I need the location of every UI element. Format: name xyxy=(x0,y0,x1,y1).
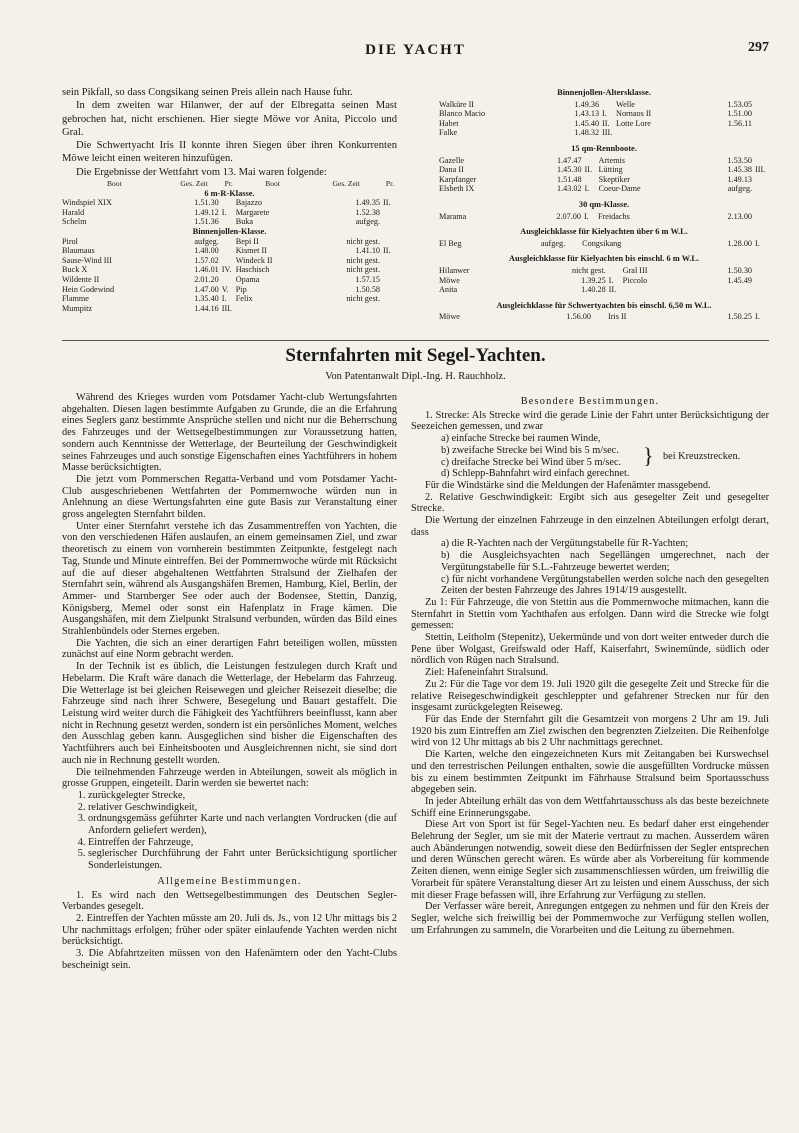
boat-name: Habet xyxy=(439,118,459,128)
prize: II. xyxy=(608,285,617,295)
prize xyxy=(755,184,769,194)
page-number: 297 xyxy=(748,40,769,55)
section-divider xyxy=(62,340,769,341)
boat-name xyxy=(616,128,694,138)
special-rule: 1. Strecke: Als Strecke wird die gerade Linie der Fahrt unter Berücksichtigung der Seezeichen gemessen, und zwar xyxy=(411,409,769,433)
prize xyxy=(755,128,769,138)
result-row xyxy=(439,312,769,322)
boat-name: Karpfanger xyxy=(439,174,477,184)
result-row xyxy=(439,239,769,249)
special-rule: Für das Ende der Sternfahrt gilt die Gesamtzeit von morgens 2 Uhr am 19. Juli 1920 bis zum Eintreffen am Ziel zwischen den begrenzten Zielzeiten. Die Reihenfolge wird von 12 Uhr mittags ab bis 2 Uhr nachmittags gerechnet. xyxy=(411,713,769,749)
class-heading-row xyxy=(62,189,397,199)
prize xyxy=(585,175,599,185)
special-rule: Die Karten, welche den eingezeichneten Kurs mit Zeitangaben bei Kurswechsel und den terrestrischen Peilungen enthalten, sowie die ausgefüllten Vordrucke müssen bis zu einem bestimmten Zeitpunkt im Fährhause Stralsund beim Sportausschuss abgegeben sein. xyxy=(411,749,769,796)
result-row xyxy=(439,184,769,194)
total-time: 1.50.30 xyxy=(727,265,752,275)
prize xyxy=(383,237,397,247)
boat-name: Blaumaus xyxy=(62,246,95,256)
prize xyxy=(383,275,397,285)
total-time: 1.56.11 xyxy=(727,118,752,128)
result-row xyxy=(62,275,397,285)
result-row xyxy=(62,294,397,304)
spacer xyxy=(439,248,769,252)
results-table xyxy=(439,100,769,138)
result-row xyxy=(439,119,769,129)
boat-name: Mumpitz xyxy=(62,303,93,313)
prize xyxy=(222,246,236,256)
route-rule-c: c) dreifache Strecke bei Wind über 5 m/sec. xyxy=(441,456,622,468)
boat-name: Gral III xyxy=(622,265,648,275)
prize xyxy=(755,266,769,276)
report-paragraph: In dem zweiten war Hilanwer, der auf der Elbregatta seinen Mast gebrochen hat, nicht erschienen. Hier siegte Möwe vor Anita, Piccolo und Gral. xyxy=(62,100,397,138)
special-rule: In jeder Abteilung erhält das von dem Wettfahrtausschuss als das beste bezeichnete Schiff eine Erinnerungsgabe. xyxy=(411,795,769,819)
boat-name: Artemis xyxy=(598,155,625,165)
total-time: nicht gest. xyxy=(572,265,606,275)
prize: I. xyxy=(602,109,607,119)
boat-name: Felix xyxy=(235,294,253,304)
prize: I. xyxy=(583,211,589,221)
boat-name xyxy=(623,285,686,295)
total-time xyxy=(309,304,383,314)
prize: II. xyxy=(383,198,391,208)
result-row xyxy=(439,156,769,166)
rating-criteria-list xyxy=(62,790,397,872)
result-row xyxy=(439,266,769,276)
total-time: 2.01.20 xyxy=(194,275,219,285)
boat-name: Haschisch xyxy=(235,265,270,275)
article-paragraph: Die Yachten, die sich an einer derartigen Fahrt beteiligen wollen, müssten zunächst auf eine Norm gebracht werden. xyxy=(62,637,397,661)
prize: IV. xyxy=(221,265,232,275)
prize xyxy=(609,266,623,276)
prize xyxy=(755,109,769,119)
result-row xyxy=(439,109,769,119)
results-column-header xyxy=(62,179,397,189)
total-time: 1.47.47 xyxy=(556,155,582,165)
rating-criterion: 1. zurückgelegter Strecke, xyxy=(88,790,397,802)
prize xyxy=(383,217,397,227)
result-row xyxy=(62,265,397,275)
total-time: nicht gest. xyxy=(346,236,380,246)
result-row xyxy=(439,100,769,110)
result-row xyxy=(439,212,769,222)
prize xyxy=(602,100,616,110)
article-paragraph: Die teilnehmenden Fahrzeuge werden in Abteilungen, soweit als möglich in grosse Gruppen, eingeteilt. Darin werden sie bewertet nach: xyxy=(62,766,397,790)
col-boat: Boot xyxy=(265,179,280,189)
route-rule-a: a) einfache Strecke bei raumen Winde, xyxy=(441,433,601,445)
prize: I. xyxy=(608,275,614,285)
boat-name: Wildente II xyxy=(62,275,100,285)
prize: I. xyxy=(221,294,227,304)
result-row xyxy=(62,208,397,218)
route-rule-b: b) zweifache Strecke bei Wind bis 5 m/sec. xyxy=(441,444,619,456)
result-row xyxy=(62,198,397,208)
prize xyxy=(222,275,236,285)
total-time: 1.39.25 xyxy=(581,275,606,285)
route-rule-d: d) Schlepp-Bahnfahrt wird einfach gerechnet. xyxy=(441,468,630,480)
total-time: nicht gest. xyxy=(346,265,380,275)
boat-name: Iris II xyxy=(607,312,627,322)
prize xyxy=(755,212,769,222)
prize: III. xyxy=(221,303,232,313)
boat-name: Opama xyxy=(235,275,260,285)
general-rule: 1. Es wird nach den Wettsegelbestimmungen des Deutschen Segler-Verbandes gesegelt. xyxy=(62,889,397,913)
class-heading: Ausgleichklasse für Schwertyachten bis einschl. 6,50 m W.L. xyxy=(496,300,712,310)
class-heading: Ausgleichklasse für Kielyachten bis einschl. 6 m W.L. xyxy=(508,254,700,264)
prize xyxy=(383,256,397,266)
results-table xyxy=(439,239,769,249)
total-time: 1.43.13 xyxy=(574,109,600,119)
total-time: 1.49.35 xyxy=(355,198,380,208)
running-head xyxy=(62,42,769,62)
total-time: 1.44.16 xyxy=(194,303,219,313)
boat-name: Buka xyxy=(235,217,254,227)
boat-name: Congsikang xyxy=(582,238,622,248)
total-time: aufgeg. xyxy=(194,236,219,246)
results-table xyxy=(439,212,769,222)
col-time: Ges. Zeit xyxy=(180,179,208,189)
total-time: 1.50.25 xyxy=(727,312,752,322)
prize xyxy=(222,217,236,227)
prize xyxy=(594,312,608,322)
boat-name: Hein Godewind xyxy=(62,284,115,294)
total-time: 1.51.00 xyxy=(727,109,752,119)
report-column xyxy=(62,86,397,313)
spacer xyxy=(439,138,769,142)
prize xyxy=(755,119,769,129)
prize xyxy=(755,276,769,286)
brace-symbol: } xyxy=(643,442,654,468)
boat-name: Freidachs xyxy=(597,211,630,221)
prize: III. xyxy=(755,165,766,175)
total-time xyxy=(685,285,755,295)
prize xyxy=(222,198,236,208)
prize xyxy=(568,239,582,249)
prize xyxy=(222,256,236,266)
boat-name: Windspiel XIX xyxy=(62,198,112,208)
total-time: 1.51.30 xyxy=(194,198,219,208)
boat-name: Flamme xyxy=(62,294,89,304)
result-row xyxy=(439,175,769,185)
prize: I. xyxy=(755,312,760,322)
special-rule: a) die R-Yachten nach der Vergütungstabelle für R-Yachten; xyxy=(441,538,689,550)
spacer xyxy=(439,221,769,225)
article-paragraph: Unter einer Sternfahrt verstehe ich das Zusammentreffen von Yachten, die von den verschiedenen Häfen auslaufen, an einem gemeinsamen Ziel, und zwar theoretisch zu einem von vornherein bestimmten Zeitpunkte, festgelegt nach Tag, Stunde und Minute eintreffen. Bei der Pommernwoche würde mit Rücksicht auf die auf dieser abgehaltenen Wettfahrten Stralsund der Zielhafen der Sternfahrt sein, während als Ausgangshäfen Bremen, Hamburg, Kiel, Berlin, der Ammer- und Starnberger See oder auch der Bodensee, Stettin, Danzig, Königsberg, Memel oder sonst ein Hafenplatz in Frage kämen. Die Ausgangshäfen, mit dem Zielpunkt Stralsund verbunden, würden das Bild eines Strahlenbündels oder Sternes ergeben. xyxy=(62,520,397,638)
rating-criterion: 3. ordnungsgemäss geführter Karte und nach verlangten Vordrucken (die auf Anfordern geliefert werden), xyxy=(88,813,397,836)
total-time: 1.49.36 xyxy=(574,99,600,109)
boat-name: Kismet II xyxy=(235,246,267,256)
prize: II. xyxy=(602,118,610,128)
total-time: 2.07.00 xyxy=(556,211,581,221)
results-table xyxy=(439,312,769,322)
total-time: 1.51.48 xyxy=(556,174,582,184)
prize: V. xyxy=(221,284,229,294)
class-heading: 6 m-R-Klasse. xyxy=(204,188,255,198)
article-column-left xyxy=(62,392,397,971)
result-row xyxy=(439,165,769,175)
results-column-right xyxy=(439,86,769,326)
special-rule: Zu 2: Für die Tage vor dem 19. Juli 1920 gilt die gesegelte Zeit und Strecke für die relative Reisegeschwindigkeit geschleppter und gefahrener Strecken nur für den insgesamt zurückgelegten Reiseweg. xyxy=(411,678,769,714)
boat-name: Lotte Lore xyxy=(616,118,651,128)
general-rule: 3. Die Abfahrtzeiten müssen von den Hafenämtern oder den Yacht-Clubs bescheinigt sein. xyxy=(62,948,397,971)
cross-course-group xyxy=(411,442,769,468)
running-title: DIE YACHT xyxy=(365,42,466,58)
boat-name: Walküre II xyxy=(439,99,475,109)
boat-name: Welle xyxy=(616,99,635,109)
class-heading: Binnenjollen-Altersklasse. xyxy=(557,88,651,97)
rating-criterion: 5. seglerischer Durchführung der Fahrt unter Berücksichtigung sportlicher Sonderleistungen. xyxy=(88,848,397,871)
total-time xyxy=(694,128,755,138)
boat-name: Buck X xyxy=(62,265,88,275)
boat-name: Skeptiker xyxy=(598,174,630,184)
total-time: 1.48.00 xyxy=(194,246,219,256)
boat-name: Pip xyxy=(235,284,247,294)
special-rule: c) für nicht vorhandene Vergütungstabellen werden solche nach den gesegelten Zeiten der besten Fahrzeuge des Jahres 1914/19 ausgestellt. xyxy=(441,573,769,597)
article-byline: Von Patentanwalt Dipl.-Ing. H. Rauchholz. xyxy=(325,371,506,382)
boat-name: Elsbeth IX xyxy=(439,184,475,194)
prize xyxy=(585,156,599,166)
prize xyxy=(222,237,236,247)
spacer xyxy=(439,322,769,326)
total-time: 1.57.02 xyxy=(194,255,219,265)
total-time: nicht gest. xyxy=(346,294,380,304)
prize xyxy=(383,285,397,295)
prize xyxy=(755,175,769,185)
total-time: 1.47.00 xyxy=(194,284,219,294)
boat-name: Dana II xyxy=(439,165,464,175)
total-time: 1.45.49 xyxy=(727,275,752,285)
general-rules-heading: Allgemeine Bestimmungen. xyxy=(157,875,302,887)
boat-name: Bepi II xyxy=(235,236,259,246)
result-row xyxy=(62,217,397,227)
article-title: Sternfahrten mit Segel-Yachten. xyxy=(285,345,546,366)
total-time: 1.28.00 xyxy=(727,238,752,248)
total-time: aufgeg. xyxy=(355,217,380,227)
class-heading: Binnenjollen-Klasse. xyxy=(192,227,267,237)
boat-name: Coeur-Dame xyxy=(598,184,641,194)
result-row xyxy=(439,285,769,295)
boat-name: Hilanwer xyxy=(439,265,470,275)
special-rules-heading: Besondere Bestimmungen. xyxy=(520,396,660,407)
col-time: Ges. Zeit xyxy=(332,179,360,189)
prize xyxy=(755,100,769,110)
prize: III. xyxy=(602,128,613,138)
total-time: 1.52.38 xyxy=(355,207,380,217)
total-time: 1.51.36 xyxy=(194,217,219,227)
prize xyxy=(755,285,769,295)
prize xyxy=(383,294,397,304)
special-rule: Die Wertung der einzelnen Fahrzeuge in den einzelnen Abteilungen erfolgt derart, dass xyxy=(411,515,769,538)
total-time: 1.53.50 xyxy=(727,155,752,165)
total-time: 2.13.00 xyxy=(727,211,752,221)
boat-name: Nornaos II xyxy=(616,109,652,119)
col-boat: Boot xyxy=(106,179,122,189)
article-paragraph: Die jetzt vom Pommerschen Regatta-Verband und vom Potsdamer Yacht-Club ausgeschriebenen Wettfahrten der Pommernwoche würden nun in Anlehnung an diese Wertungsfahrten eine gute Basis zur Veranstaltung einer gross angelegten Sternfahrt bilden. xyxy=(62,473,397,521)
special-rule: Zu 1: Für Fahrzeuge, die von Stettin aus die Pommernwoche mitmachen, kann die Sternfahrt in Stettin vom Yachthafen aus erfolgen. Dann wird die Strecke wie folgt gemessen: xyxy=(411,596,769,632)
boat-name: Piccolo xyxy=(622,275,648,285)
class-heading: 15 qm-Rennboote. xyxy=(571,143,637,153)
boat-name: Bajazzo xyxy=(235,198,263,208)
boat-name xyxy=(236,304,310,314)
cross-course-label: bei Kreuzstrecken. xyxy=(663,450,741,462)
regatta-report xyxy=(62,86,769,336)
total-time: 1.53.05 xyxy=(727,99,752,109)
boat-name: Sause-Wind III xyxy=(62,255,112,265)
prize xyxy=(383,265,397,275)
boat-name: El Beg xyxy=(439,238,462,248)
total-time: 1.49.12 xyxy=(194,207,219,217)
rating-criterion: 2. relativer Geschwindigkeit, xyxy=(88,802,397,814)
special-rule: Stettin, Leitholm (Stepenitz), Uekermünde und von dort weiter entweder durch die Pene über Wolgast, Greifswald oder Haff, Kaiserfahrt, Swinemünde, südlich oder nördlich von Rügen nach Stralsund. xyxy=(411,632,769,667)
total-time: aufgeg. xyxy=(727,184,752,194)
results-table xyxy=(439,266,769,295)
boat-name: Blanco Macio xyxy=(439,109,486,119)
boat-name: Pirol xyxy=(62,236,78,246)
total-time: 1.49.13 xyxy=(727,174,752,184)
article-paragraph: Während des Krieges wurden vom Potsdamer Yacht-club Wertungsfahrten abgehalten. Diesen lagen bestimmte Aufgaben zu Grunde, die an die Erfahrung eines Seglers ganz bestimmte Ansprüche stellen und nicht nur die Beherrschung des Fahrzeuges und der Wettsegelbestimmungen zur Voraussetzung hatten, sondern auch Kenntnisse der Wetterlage, der Beurteilung der Geschwindigkeit seines Fahrzeuges und auch sonstige Eigenschaften eines Yachtführers in hohem Masse berücksichtigten. xyxy=(62,392,397,474)
result-row xyxy=(62,285,397,295)
boat-name: Windeck II xyxy=(235,255,273,265)
total-time: 1.48.32 xyxy=(574,128,600,138)
result-row xyxy=(62,256,397,266)
prize: II. xyxy=(584,165,593,175)
boat-name: Lütting xyxy=(598,165,623,175)
results-table-left xyxy=(62,179,397,313)
prize: I. xyxy=(584,184,590,194)
class-heading-row xyxy=(62,227,397,237)
total-time: aufgeg. xyxy=(540,238,566,248)
results-table xyxy=(439,156,769,194)
general-rule: 2. Eintreffen der Yachten müsste am 20. Juli ds. Js., von 12 Uhr mittags bis 2 Uhr nachmittags erfolgen; früher oder später einlaufende Yachten werden nicht berücksichtigt. xyxy=(62,912,397,948)
total-time: 1.45.40 xyxy=(574,118,600,128)
total-time: 1.40.28 xyxy=(581,285,606,295)
boat-name: Gazelle xyxy=(439,155,464,165)
total-time: 1.35.40 xyxy=(194,294,219,304)
report-paragraph: sein Pikfall, so dass Congsikang seinen Preis allein nach Hause fuhr. xyxy=(62,87,353,98)
article-paragraph: In der Technik ist es üblich, die Leistungen festzulegen durch Kraft und Hebelarm. Die Kraft wäre danach die Wetterlage, der Hebelarm das Fahrzeug. Die Wetterlage ist bei gleichen Reisewegen und gleicher Reisezeit dieselbe; die Fahrzeuge sind nach ihrer Schwere, Besegelung und Bauart gestaffelt. Die Leistung wird weiter durch die Fähigkeit des Yachtführers beeinflusst, kann aber nicht in Rechnung gesetzt werden, sondern ist ein persönliches Moment, welches den Ausschlag geben kann. Ausgeglichen sind bisher die Eigenschaften des Yachtführers auch bei Einheitsbooten und Ausgleichrennen nicht, sie sind dort auch nie in Rechnung gestellt worden. xyxy=(62,661,397,766)
result-row xyxy=(62,237,397,247)
spacer xyxy=(439,295,769,299)
total-time: 1.45.30 xyxy=(556,165,582,175)
class-heading: Ausgleichklasse für Kielyachten über 6 m W.L. xyxy=(520,227,688,237)
result-row xyxy=(439,128,769,138)
special-rule: 2. Relative Geschwindigkeit: Ergibt sich aus gesegelter Zeit und gesegelter Strecke. xyxy=(411,491,769,515)
total-time: 1.45.38 xyxy=(727,165,752,175)
boat-name: Schelm xyxy=(62,217,87,227)
boat-name: Anita xyxy=(439,285,458,295)
result-row xyxy=(439,276,769,286)
total-time: 1.57.15 xyxy=(355,275,380,285)
prize xyxy=(755,156,769,166)
result-row xyxy=(62,304,397,314)
col-prize: Pr. xyxy=(385,179,395,189)
results-title: Die Ergebnisse der Wettfahrt vom 13. Mai waren folgende: xyxy=(76,166,327,178)
col-prize: Pr. xyxy=(224,179,233,189)
special-rule: Diese Art von Sport ist für Segel-Yachten neu. Es bedarf daher erst eingehender Belehrung der Segler, um sie mit der Materie vertraut zu machen. Ausserdem wären auch Abänderungen notwendig, soweit diese den Bedürfnissen der Segler entsprechen und deren Wünschen gerecht wären. Es würde aber als Vorbereitung für kommende Zeiten dienen, wenn einige Segler sich zusammenschliessen würden, um freiwillig die Vorarbeit für spätere Veranstaltung dieser Art zu leisten und einem Ausschuss, der sich mit dieser Frage befassen will, ihre Erfahrung zur Verfügung zu stellen. xyxy=(411,819,769,901)
total-time: 1.50.58 xyxy=(355,284,380,294)
report-paragraph: Die Schwertyacht Iris II konnte ihren Siegen über ihren Konkurrenten Möwe leicht einen weiteren hinzufügen. xyxy=(62,140,397,165)
class-heading: 30 qm-Klasse. xyxy=(578,199,630,209)
special-rule: b) die Ausgleichsyachten nach Segellängen umgerechnet, nach der Vergütungstabelle für S.L.-Fahrzeuge bewertet werden; xyxy=(441,550,769,573)
rating-criterion: 4. Eintreffen der Fahrzeuge, xyxy=(88,837,397,849)
total-time: 1.46.01 xyxy=(194,265,219,275)
article-column-right xyxy=(411,392,769,936)
boat-name: Möwe xyxy=(439,312,460,322)
special-rule: Für die Windstärke sind die Meldungen der Hafenämter massgebend. xyxy=(425,479,711,491)
boat-name: Margarete xyxy=(235,207,270,217)
result-row xyxy=(62,246,397,256)
total-time: 1.56.00 xyxy=(566,312,591,322)
prize xyxy=(383,208,397,218)
spacer xyxy=(439,194,769,198)
prize: II. xyxy=(383,246,391,256)
boat-name: Möwe xyxy=(439,275,460,285)
special-rule: Der Verfasser wäre bereit, Anregungen entgegen zu nehmen und für den Kreis der Segler, welche sich freiwillig bei der Pommernwoche zur Verfügung stellen wollen, um Erfahrungen zu sammeln, die Vorarbeiten und die Leitung zu übernehmen. xyxy=(411,901,769,936)
total-time: nicht gest. xyxy=(346,255,380,265)
boat-name: Falke xyxy=(439,128,458,138)
special-rule: Ziel: Hafeneinfahrt Stralsund. xyxy=(425,667,549,679)
boat-name: Harald xyxy=(62,207,85,217)
prize: I. xyxy=(221,207,227,217)
prize xyxy=(383,304,397,314)
boat-name: Marama xyxy=(439,211,467,221)
prize: I. xyxy=(755,238,760,248)
total-time: 1.43.02 xyxy=(556,184,582,194)
total-time: 1.41.10 xyxy=(355,246,380,256)
